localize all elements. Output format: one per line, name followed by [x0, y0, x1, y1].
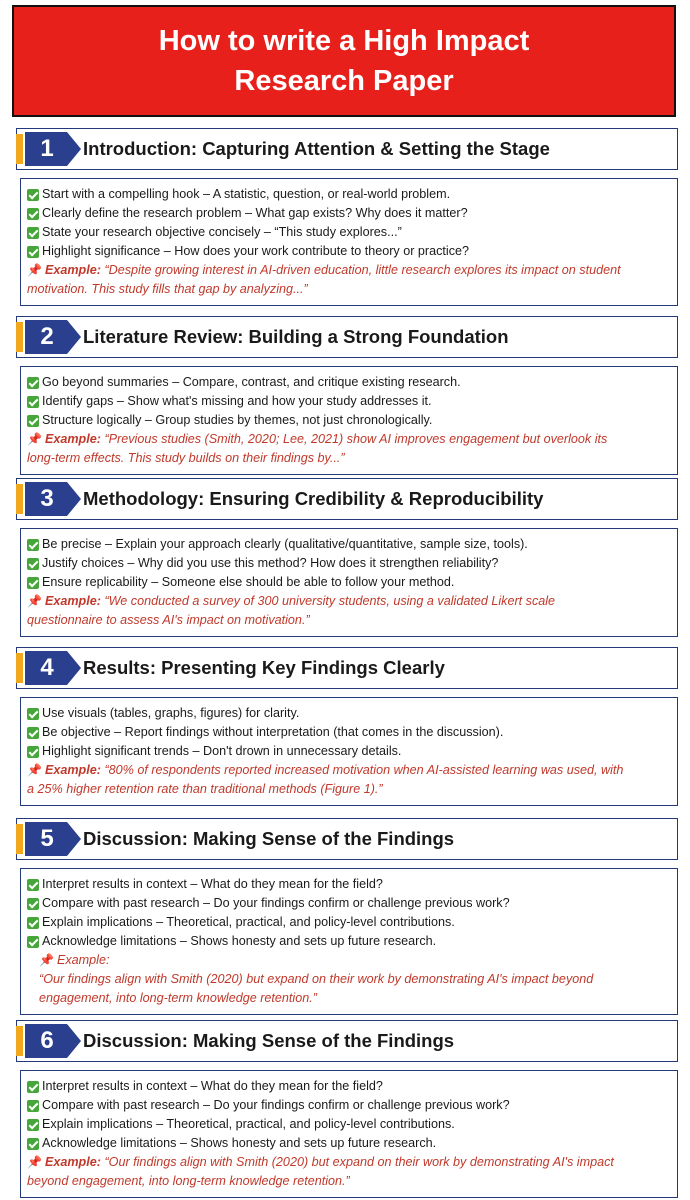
section-title: Introduction: Capturing Attention & Setting the Stage	[83, 138, 550, 159]
list-item: Clearly define the research problem – What gap exists? Why does it matter?	[27, 204, 669, 223]
check-icon	[27, 377, 39, 389]
section-body	[20, 178, 678, 306]
section-number: 4	[40, 654, 54, 681]
check-icon	[27, 898, 39, 910]
list-item: Go beyond summaries – Compare, contrast, and critique existing research.	[27, 373, 669, 392]
check-icon	[27, 246, 39, 258]
check-icon	[27, 936, 39, 948]
section-header	[16, 316, 678, 358]
check-icon	[27, 227, 39, 239]
number-badge	[23, 820, 83, 858]
check-icon	[27, 917, 39, 929]
pushpin-icon: 📌	[27, 763, 42, 777]
list-item: Acknowledge limitations – Shows honesty and sets up future research.	[27, 932, 669, 951]
list-item: Use visuals (tables, graphs, figures) for clarity.	[27, 704, 669, 723]
check-icon	[27, 415, 39, 427]
list-item: Justify choices – Why did you use this method? How does it strengthen reliability?	[27, 554, 669, 573]
example-text: 📌 Example: “We conducted a survey of 300 university students, using a validated Likert scale	[27, 592, 669, 611]
example-text-continued: engagement, into long-term knowledge retention.”	[39, 991, 317, 1005]
section-header	[16, 647, 678, 689]
check-icon	[27, 879, 39, 891]
list-item: Interpret results in context – What do they mean for the field?	[27, 1077, 669, 1096]
section-number: 6	[40, 1027, 54, 1054]
check-icon	[27, 1100, 39, 1112]
example-text: 📌 Example: “80% of respondents reported increased motivation when AI-assisted learning was used, with	[27, 761, 669, 780]
check-icon	[27, 727, 39, 739]
title-line-1: How to write a High Impact	[158, 25, 530, 57]
example-text-continued: long-term effects. This study builds on their findings by...”	[27, 451, 345, 465]
check-icon	[27, 1138, 39, 1150]
pushpin-icon: 📌	[27, 594, 42, 608]
section-title: Discussion: Making Sense of the Findings	[83, 1030, 455, 1051]
section-title: Methodology: Ensuring Credibility & Reproducibility	[83, 488, 544, 509]
number-badge	[23, 130, 83, 168]
list-item: Be objective – Report findings without interpretation (that comes in the discussion).	[27, 723, 669, 742]
section-header	[16, 1020, 678, 1062]
pushpin-icon: 📌	[27, 1155, 42, 1169]
example-label-line: 📌 Example:	[27, 951, 669, 970]
check-icon	[27, 558, 39, 570]
check-icon	[27, 746, 39, 758]
pushpin-icon: 📌	[27, 432, 42, 446]
check-icon	[27, 708, 39, 720]
number-badge	[23, 649, 83, 687]
list-item: Be precise – Explain your approach clearly (qualitative/quantitative, sample size, tools).	[27, 535, 669, 554]
example-text-continued: a 25% higher retention rate than traditional methods (Figure 1).”	[27, 782, 383, 796]
title-line-2: Research Paper	[234, 65, 454, 97]
accent-bar	[16, 824, 23, 854]
section-body	[20, 1070, 678, 1198]
list-item: Structure logically – Group studies by themes, not just chronologically.	[27, 411, 669, 430]
check-icon	[27, 1081, 39, 1093]
check-icon	[27, 577, 39, 589]
number-badge	[23, 480, 83, 518]
section-number: 5	[40, 825, 54, 852]
list-item: Ensure replicability – Someone else should be able to follow your method.	[27, 573, 669, 592]
example-text: 📌 Example: “Previous studies (Smith, 2020; Lee, 2021) show AI improves engagement but overlook its	[27, 430, 669, 449]
list-item: Compare with past research – Do your findings confirm or challenge previous work?	[27, 1096, 669, 1115]
pushpin-icon: 📌	[39, 953, 54, 967]
list-item: Acknowledge limitations – Shows honesty and sets up future research.	[27, 1134, 669, 1153]
list-item: Identify gaps – Show what's missing and how your study addresses it.	[27, 392, 669, 411]
section-header	[16, 818, 678, 860]
accent-bar	[16, 484, 23, 514]
section-body	[20, 528, 678, 637]
section-body	[20, 697, 678, 806]
check-icon	[27, 1119, 39, 1131]
pushpin-icon: 📌	[27, 263, 42, 277]
check-icon	[27, 208, 39, 220]
list-item: Start with a compelling hook – A statistic, question, or real-world problem.	[27, 185, 669, 204]
check-icon	[27, 189, 39, 201]
section-header	[16, 128, 678, 170]
list-item: State your research objective concisely – “This study explores...”	[27, 223, 669, 242]
section-header	[16, 478, 678, 520]
example-text-continued: motivation. This study fills that gap by analyzing...”	[27, 282, 308, 296]
section-number: 3	[40, 485, 54, 512]
list-item: Explain implications – Theoretical, practical, and policy-level contributions.	[27, 913, 669, 932]
section-title: Literature Review: Building a Strong Foundation	[83, 326, 509, 347]
section-title: Results: Presenting Key Findings Clearly	[83, 657, 445, 678]
list-item: Explain implications – Theoretical, practical, and policy-level contributions.	[27, 1115, 669, 1134]
example-text-continued: questionnaire to assess AI's impact on motivation.”	[27, 613, 310, 627]
list-item: Highlight significance – How does your work contribute to theory or practice?	[27, 242, 669, 261]
section-body	[20, 366, 678, 475]
list-item: Highlight significant trends – Don't drown in unnecessary details.	[27, 742, 669, 761]
accent-bar	[16, 322, 23, 352]
title-banner	[12, 5, 676, 117]
example-text: “Our findings align with Smith (2020) but expand on their work by demonstrating AI's impact beyond	[39, 972, 594, 986]
check-icon	[27, 396, 39, 408]
section-number: 1	[40, 135, 54, 162]
accent-bar	[16, 1026, 23, 1056]
section-number: 2	[40, 323, 54, 350]
section-title: Discussion: Making Sense of the Findings	[83, 828, 455, 849]
number-badge	[23, 1022, 83, 1060]
section-body	[20, 868, 678, 1015]
check-icon	[27, 539, 39, 551]
accent-bar	[16, 653, 23, 683]
example-text: 📌 Example: “Despite growing interest in AI-driven education, little research explores its impact on student	[27, 261, 669, 280]
list-item: Interpret results in context – What do they mean for the field?	[27, 875, 669, 894]
example-text: 📌 Example: “Our findings align with Smith (2020) but expand on their work by demonstrating AI's impact	[27, 1153, 669, 1172]
example-text-continued: beyond engagement, into long-term knowledge retention.”	[27, 1174, 350, 1188]
accent-bar	[16, 134, 23, 164]
number-badge	[23, 318, 83, 356]
list-item: Compare with past research – Do your findings confirm or challenge previous work?	[27, 894, 669, 913]
